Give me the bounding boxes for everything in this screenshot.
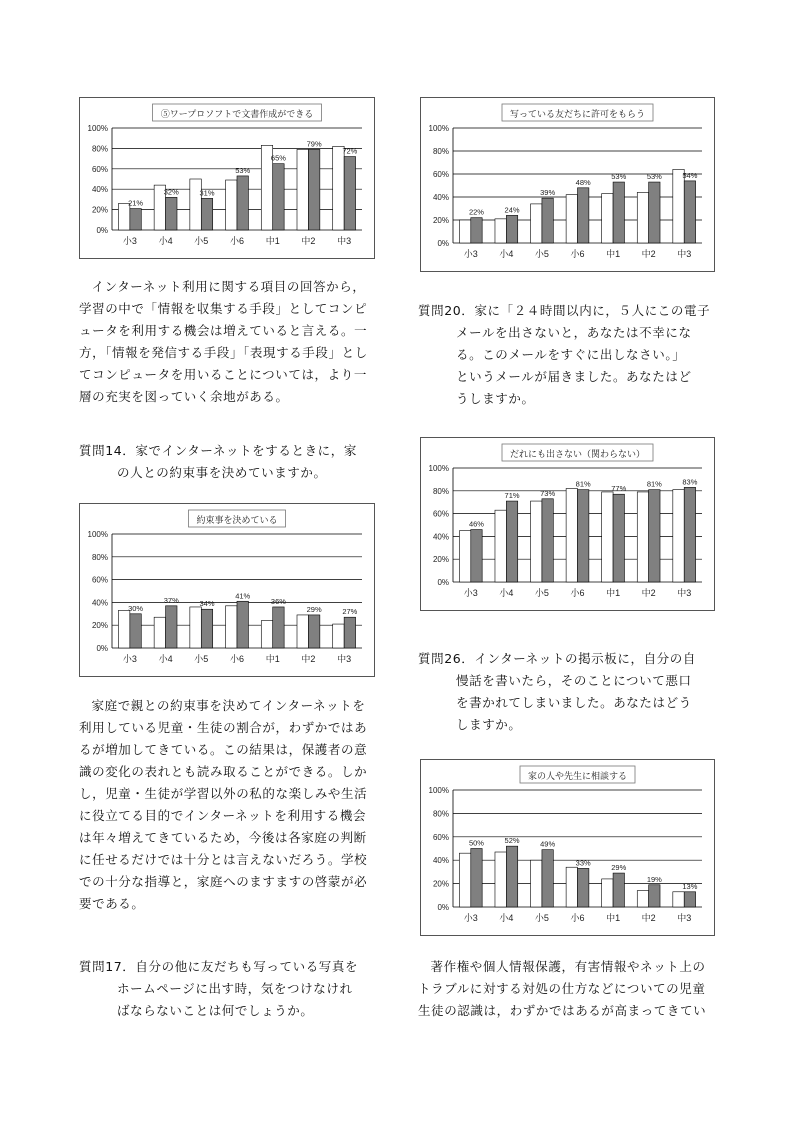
para-line: るが増加してきている。この結果は，保護者の意 <box>79 742 368 757</box>
question-line: ばならないことは何でしょうか。 <box>117 1003 314 1018</box>
para-line: ュータを利用する機会は増えていると言える。一 <box>79 323 368 338</box>
bar-current <box>237 601 248 648</box>
y-tick-label: 60% <box>91 575 108 585</box>
data-label: 36% <box>270 596 286 606</box>
y-tick-label: 100% <box>87 530 108 539</box>
chart-dont-send <box>420 437 715 611</box>
x-tick-label: 小6 <box>229 236 245 246</box>
chart-svg <box>421 760 714 935</box>
question-line: メールを出さないと，あなたは不幸にな <box>456 325 692 340</box>
x-tick-label: 中1 <box>265 654 280 664</box>
para-line: トラブルに対する対処の仕方などについての児童 <box>418 981 706 996</box>
question-26 <box>418 648 718 736</box>
x-tick-label: 中3 <box>677 913 692 923</box>
question-line: 自分の他に友だちも写っている写真を <box>135 959 359 974</box>
data-label: 79% <box>306 139 322 149</box>
question-number: 質問20． <box>418 303 475 318</box>
x-tick-label: 中1 <box>606 588 621 598</box>
y-tick-label: 60% <box>432 832 449 842</box>
x-tick-label: 小4 <box>499 249 514 259</box>
data-label: 19% <box>646 874 662 884</box>
x-tick-label: 中3 <box>337 236 352 246</box>
data-label: 50% <box>468 838 484 848</box>
bar-current <box>471 218 482 243</box>
y-tick-label: 20% <box>91 621 108 631</box>
bar-current <box>471 849 482 908</box>
bar-previous <box>637 891 648 907</box>
data-label: 53% <box>235 165 251 175</box>
chart-title: 写っている友だちに許可をもらう <box>509 109 646 119</box>
x-tick-label: 中3 <box>677 249 692 259</box>
x-tick-label: 中2 <box>301 236 316 246</box>
data-label: 53% <box>646 172 662 182</box>
data-label: 22% <box>468 207 484 217</box>
question-line: る。このメールをすぐに出しなさい。」 <box>456 347 686 362</box>
data-label: 31% <box>199 188 215 198</box>
para-line: 家庭で親との約束事を決めてインターネットを <box>91 698 366 713</box>
bar-current <box>130 209 141 230</box>
para-line: インターネット利用に関する項目の回答から， <box>91 279 366 294</box>
bar-previous <box>566 867 577 907</box>
data-label: 41% <box>235 591 251 601</box>
bar-previous <box>566 489 577 582</box>
para-line: に役立てる目的でインターネットを利用する機会 <box>79 808 367 823</box>
bar-current <box>506 215 517 243</box>
chart-title: だれにも出さない（関わらない） <box>509 449 646 459</box>
bar-current <box>273 164 284 230</box>
question-number: 質問17． <box>79 959 136 974</box>
bar-previous <box>673 892 684 907</box>
para-line: に任せるだけでは十分とは言えないだろう。学校 <box>79 852 368 867</box>
x-tick-label: 小6 <box>570 249 585 259</box>
question-line: インターネットの掲示板に，自分の自 <box>474 651 696 666</box>
chart-consult <box>420 759 715 936</box>
paragraph-awareness <box>418 956 720 1022</box>
chart-title: ⑤ワープロソフトで文書作成ができる <box>160 109 314 119</box>
bar-current <box>201 198 212 230</box>
x-tick-label: 小3 <box>122 654 137 664</box>
bar-current <box>649 182 660 243</box>
x-tick-label: 中2 <box>301 654 316 664</box>
bar-previous <box>333 624 344 648</box>
x-tick-label: 小5 <box>194 654 209 664</box>
y-tick-label: 20% <box>432 216 449 225</box>
question-line: しますか。 <box>456 717 522 732</box>
x-tick-label: 小5 <box>534 249 549 259</box>
data-label: 24% <box>504 205 520 215</box>
question-number: 質問26． <box>418 651 475 666</box>
data-label: 46% <box>468 519 484 529</box>
chart-svg <box>421 438 714 610</box>
question-line: うしますか。 <box>456 391 535 406</box>
paragraph-family-rules <box>79 695 384 915</box>
bar-current <box>344 157 355 230</box>
para-line: 識の変化の表れとも読み取ることができる。しか <box>79 764 368 779</box>
para-line: 要である。 <box>79 896 145 911</box>
para-line: 生徒の認識は，わずかではあるが高まってきてい <box>418 1003 707 1018</box>
x-tick-label: 小4 <box>158 654 173 664</box>
data-label: 29% <box>611 863 627 873</box>
bar-current <box>613 873 624 907</box>
chart-svg <box>80 504 374 676</box>
chart-svg <box>421 98 714 271</box>
bar-current <box>684 487 695 582</box>
data-label: 81% <box>646 479 662 489</box>
y-tick-label: 80% <box>432 147 449 156</box>
bar-previous <box>297 149 308 230</box>
x-tick-label: 中2 <box>641 913 656 923</box>
y-tick-label: 100% <box>428 786 449 795</box>
x-tick-label: 中2 <box>641 249 656 259</box>
bar-previous <box>190 179 201 230</box>
bar-previous <box>673 490 684 582</box>
bar-current <box>237 176 248 230</box>
y-tick-label: 100% <box>428 124 449 133</box>
x-tick-label: 小6 <box>570 588 585 598</box>
y-tick-label: 80% <box>432 486 449 496</box>
data-label: 32% <box>163 187 179 197</box>
para-line: 方，「情報を発信する手段」「表現する手段」とし <box>79 345 368 360</box>
data-label: 21% <box>128 198 144 208</box>
bar-previous <box>495 219 506 243</box>
question-17 <box>79 956 384 1022</box>
bar-current <box>308 615 319 648</box>
bar-current <box>471 530 482 582</box>
para-line: は年々増えてきているため，今後は各家庭の判断 <box>79 830 367 845</box>
x-tick-label: 中1 <box>606 249 621 259</box>
chart-svg <box>80 98 374 258</box>
question-line: の人との約束事を決めていますか。 <box>117 465 327 480</box>
y-tick-label: 0% <box>437 903 449 912</box>
para-line: 著作権や個人情報保護，有害情報やネット上の <box>430 959 706 974</box>
data-label: 65% <box>270 153 286 163</box>
data-label: 34% <box>199 599 215 609</box>
x-tick-label: 小3 <box>122 236 137 246</box>
x-tick-label: 小3 <box>463 588 478 598</box>
para-line: し，児童・生徒が学習以外の私的な楽しみや生活 <box>79 786 368 801</box>
data-label: 39% <box>540 188 556 198</box>
bar-current <box>684 181 695 243</box>
bar-previous <box>531 860 542 907</box>
bar-previous <box>602 492 613 582</box>
data-label: 29% <box>306 604 322 614</box>
bar-previous <box>495 510 506 582</box>
paragraph-internet-use <box>79 276 384 408</box>
y-tick-label: 40% <box>432 193 449 202</box>
bar-current <box>344 617 355 648</box>
bar-previous <box>297 615 308 648</box>
bar-current <box>273 607 284 648</box>
bar-current <box>684 892 695 907</box>
y-tick-label: 40% <box>91 185 108 195</box>
question-number: 質問14． <box>79 443 136 458</box>
y-tick-label: 100% <box>87 124 108 133</box>
y-tick-label: 60% <box>432 170 449 179</box>
chart-title: 家の人や先生に相談する <box>527 771 628 781</box>
bar-previous <box>637 192 648 243</box>
data-label: 33% <box>575 858 591 868</box>
data-label: 48% <box>575 177 591 187</box>
para-line: 利用している児童・生徒の割合が，わずかではあ <box>79 720 368 735</box>
chart-photo-permission <box>420 97 715 272</box>
data-label: 81% <box>575 479 591 489</box>
para-line: 層の充実を図っていく余地がある。 <box>79 389 289 404</box>
bar-current <box>649 885 660 907</box>
bar-previous <box>190 607 201 648</box>
bar-current <box>130 614 141 648</box>
y-tick-label: 100% <box>428 464 449 473</box>
y-tick-label: 80% <box>432 809 449 819</box>
y-tick-label: 80% <box>91 144 108 154</box>
data-label: 37% <box>163 595 179 605</box>
x-tick-label: 中1 <box>265 236 280 246</box>
data-label: 73% <box>540 488 556 498</box>
para-line: 学習の中で「情報を収集する手段」としてコンピ <box>79 301 368 316</box>
bar-previous <box>566 195 577 243</box>
data-label: 53% <box>611 172 627 182</box>
chart-title: 約束事を決めている <box>196 515 278 525</box>
bar-current <box>201 609 212 648</box>
y-tick-label: 80% <box>91 552 108 562</box>
para-line: てコンピュータを用いることについては，より一 <box>79 367 367 382</box>
question-line: 家に「２４時間以内に，５人にこの電子 <box>474 303 711 318</box>
y-tick-label: 20% <box>432 879 449 889</box>
x-tick-label: 小3 <box>463 249 478 259</box>
y-tick-label: 0% <box>437 239 449 248</box>
y-tick-label: 0% <box>96 644 108 653</box>
x-tick-label: 中3 <box>677 588 692 598</box>
bar-previous <box>154 617 165 648</box>
x-tick-label: 中1 <box>606 913 621 923</box>
question-line: というメールが届きました。あなたはど <box>456 369 692 384</box>
data-label: 83% <box>682 477 698 487</box>
bar-current <box>308 149 319 230</box>
data-label: 49% <box>540 839 556 849</box>
bar-current <box>578 490 589 582</box>
chart-wordprocessor <box>79 97 375 259</box>
y-tick-label: 0% <box>437 578 449 587</box>
question-line: 家でインターネットをするときに，家 <box>135 443 357 458</box>
bar-previous <box>602 879 613 907</box>
bar-current <box>613 182 624 243</box>
x-tick-label: 小4 <box>158 236 173 246</box>
question-20 <box>418 300 718 410</box>
bar-previous <box>531 501 542 582</box>
bar-previous <box>637 492 648 582</box>
data-label: 27% <box>342 607 358 617</box>
x-tick-label: 中3 <box>337 654 352 664</box>
bar-previous <box>531 204 542 243</box>
data-label: 72% <box>342 146 358 156</box>
y-tick-label: 20% <box>432 555 449 565</box>
data-label: 52% <box>504 836 520 846</box>
x-tick-label: 小4 <box>499 588 514 598</box>
bar-previous <box>602 194 613 243</box>
bar-previous <box>333 146 344 230</box>
question-line: 慢話を書いたら，そのことについて悪口 <box>456 673 692 688</box>
y-tick-label: 20% <box>91 205 108 215</box>
bar-previous <box>673 169 684 243</box>
bar-current <box>613 494 624 582</box>
y-tick-label: 40% <box>432 532 449 542</box>
bar-current <box>578 188 589 243</box>
data-label: 71% <box>504 491 520 501</box>
chart-promise <box>79 503 375 677</box>
data-label: 30% <box>128 603 144 613</box>
x-tick-label: 小5 <box>534 588 549 598</box>
y-tick-label: 60% <box>91 164 108 174</box>
para-line: での十分な指導と，家庭へのますますの啓蒙が必 <box>79 874 368 889</box>
bar-current <box>542 499 553 582</box>
y-tick-label: 60% <box>432 509 449 519</box>
bar-current <box>578 868 589 907</box>
bar-current <box>166 197 177 230</box>
bar-current <box>542 198 553 243</box>
bar-previous <box>459 220 470 243</box>
x-tick-label: 中2 <box>641 588 656 598</box>
bar-current <box>506 846 517 907</box>
x-tick-label: 小5 <box>194 236 209 246</box>
bar-current <box>506 501 517 582</box>
bar-previous <box>459 531 470 582</box>
x-tick-label: 小3 <box>463 913 478 923</box>
bar-current <box>542 850 553 907</box>
question-line: ホームページに出す時，気をつけなけれ <box>117 981 353 996</box>
bar-previous <box>118 610 129 648</box>
y-tick-label: 40% <box>91 598 108 608</box>
x-tick-label: 小5 <box>534 913 549 923</box>
question-14 <box>79 440 384 484</box>
bar-previous <box>261 621 272 648</box>
bar-previous <box>459 853 470 907</box>
data-label: 54% <box>682 170 698 180</box>
y-tick-label: 0% <box>96 226 108 235</box>
bar-previous <box>495 852 506 907</box>
x-tick-label: 小4 <box>499 913 514 923</box>
y-tick-label: 40% <box>432 856 449 866</box>
bar-current <box>166 606 177 648</box>
data-label: 77% <box>611 484 627 494</box>
question-line: を書かれてしまいました。あなたはどう <box>456 695 692 710</box>
bar-current <box>649 490 660 582</box>
bar-previous <box>226 606 237 648</box>
x-tick-label: 小6 <box>229 654 245 664</box>
data-label: 13% <box>682 881 698 891</box>
bar-previous <box>226 180 237 230</box>
x-tick-label: 小6 <box>570 913 585 923</box>
